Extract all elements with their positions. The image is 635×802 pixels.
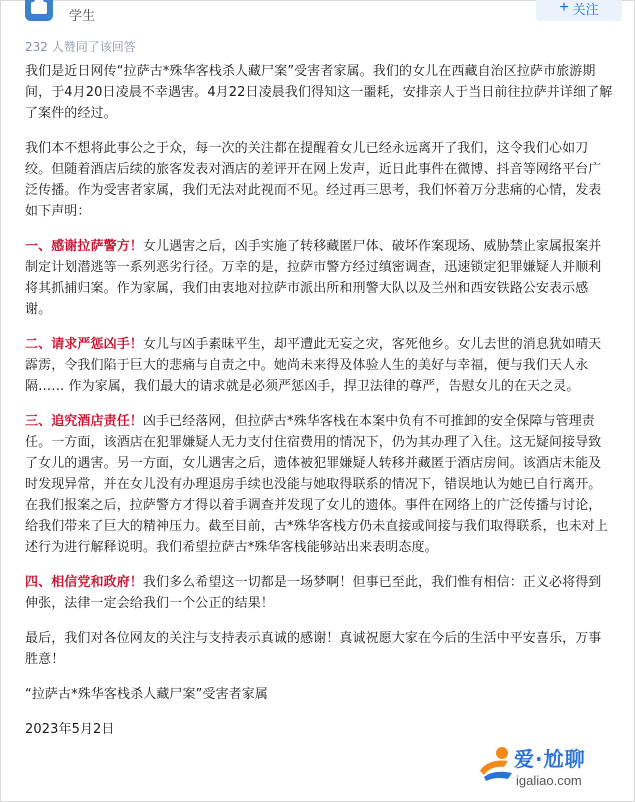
section-1-title: 一、感谢拉萨警方！ (25, 239, 143, 254)
follow-label: 关注 (572, 1, 599, 17)
section-thanks-police (25, 236, 613, 320)
site-watermark (474, 739, 624, 795)
paragraph-context: 我们本不想将此事公之于众，每一次的关注都在提醒着女儿已经永远离开了我们，这令我们心如刀绞。但随着酒店后续的旅客发表对酒店的差评开在网上发声，近日此事件在微博、抖音等网络平台广泛传播。作为受害者家属，我们无法对此视而不见。经过再三思考，我们怀着万分悲痛的心情，发表如下声明： (25, 141, 602, 219)
section-2-title: 二、请求严惩凶手！ (25, 337, 143, 352)
avatar[interactable] (25, 0, 53, 21)
watermark-url: igaliao.com (516, 773, 582, 788)
section-punish-murderer (25, 334, 613, 397)
answer-content (25, 61, 613, 754)
chat-bubble-logo-icon (474, 741, 518, 785)
section-hotel-liability (25, 411, 613, 558)
statement-date: 2023年5月2日 (25, 722, 115, 737)
paragraph-closing: 最后，我们对各位网友的关注与支持表示真诚的感谢！真诚祝愿大家在今后的生活中平安喜乐，万事胜意！ (25, 631, 602, 667)
author-name[interactable]: 学生 (69, 9, 96, 24)
section-trust-government (25, 572, 613, 614)
section-4-title: 四、相信党和政府！ (25, 575, 143, 590)
signature: “拉萨古*殊华客栈杀人藏尸案”受害者家属 (25, 687, 268, 702)
answer-header (1, 1, 634, 35)
section-3-title: 三、追究酒店责任！ (25, 414, 143, 429)
vote-count: 232 人赞同了该回答 (25, 40, 136, 54)
follow-button[interactable] (536, 0, 622, 21)
section-2-body: 女儿与凶手素昧平生，却平遭此无妄之灾，客死他乡。女儿去世的消息犹如晴天霹雳，令我们陷于巨大的悲痛与自责之中。她尚未来得及体验人生的美好与幸福，便与我们天人永隔…… 作为家属，我们最大的请求就是必须严惩凶手，捍卫法律的尊严，告慰女儿的在天之灵。 (25, 337, 602, 394)
plus-icon: + (559, 0, 569, 16)
avatar-image-icon (25, 0, 53, 21)
paragraph-intro: 我们是近日网传“拉萨古*殊华客栈杀人藏尸案”受害者家属。我们的女儿在西藏自治区拉萨市旅游期间，于4月20日凌晨不幸遇害。4月22日凌晨我们得知这一噩耗，安排亲人于当日前往拉萨并详细了解了案件的经过。 (25, 64, 613, 121)
section-4-body: 我们多么希望这一切都是一场梦啊！但事已至此，我们惟有相信：正义必将得到伸张，法律一定会给我们一个公正的结果！ (25, 575, 602, 611)
section-1-body: 女儿遇害之后，凶手实施了转移藏匿尸体、破坏作案现场、威胁禁止家属报案并制定计划潜逃等一系列恶劣行径。万幸的是，拉萨市警方经过缜密调查，迅速锁定犯罪嫌疑人并顺利将其抓捕归案。作为家属，我们由衷地对拉萨市派出所和刑警大队以及兰州和西安铁路公安表示感谢。 (25, 239, 602, 317)
section-3-body: 凶手已经落网，但拉萨古*殊华客栈在本案中负有不可推卸的安全保障与管理责任。一方面，该酒店在犯罪嫌疑人无力支付住宿费用的情况下，仍为其办理了入住。这无疑间接导致了女儿的遇害。另一方面，女儿遇害之后，遗体被犯罪嫌疑人转移并藏匿于酒店房间。该酒店未能及时发现异常，并在女儿没有办理退房手续也没能与她取得联系的情况下，错误地认为她已自行离开。在我们报案之后，拉萨警方才得以着手调查并发现了女儿的遗体。事件在网络上的广泛传播与讨论，给我们带来了巨大的精神压力。截至目前，古*殊华客栈方仍未直接或间接与我们取得联系，也未对上述行为进行解释说明。我们希望拉萨古*殊华客栈能够站出来表明态度。 (25, 414, 609, 555)
watermark-brand: 爱·尬聊 (514, 747, 586, 771)
